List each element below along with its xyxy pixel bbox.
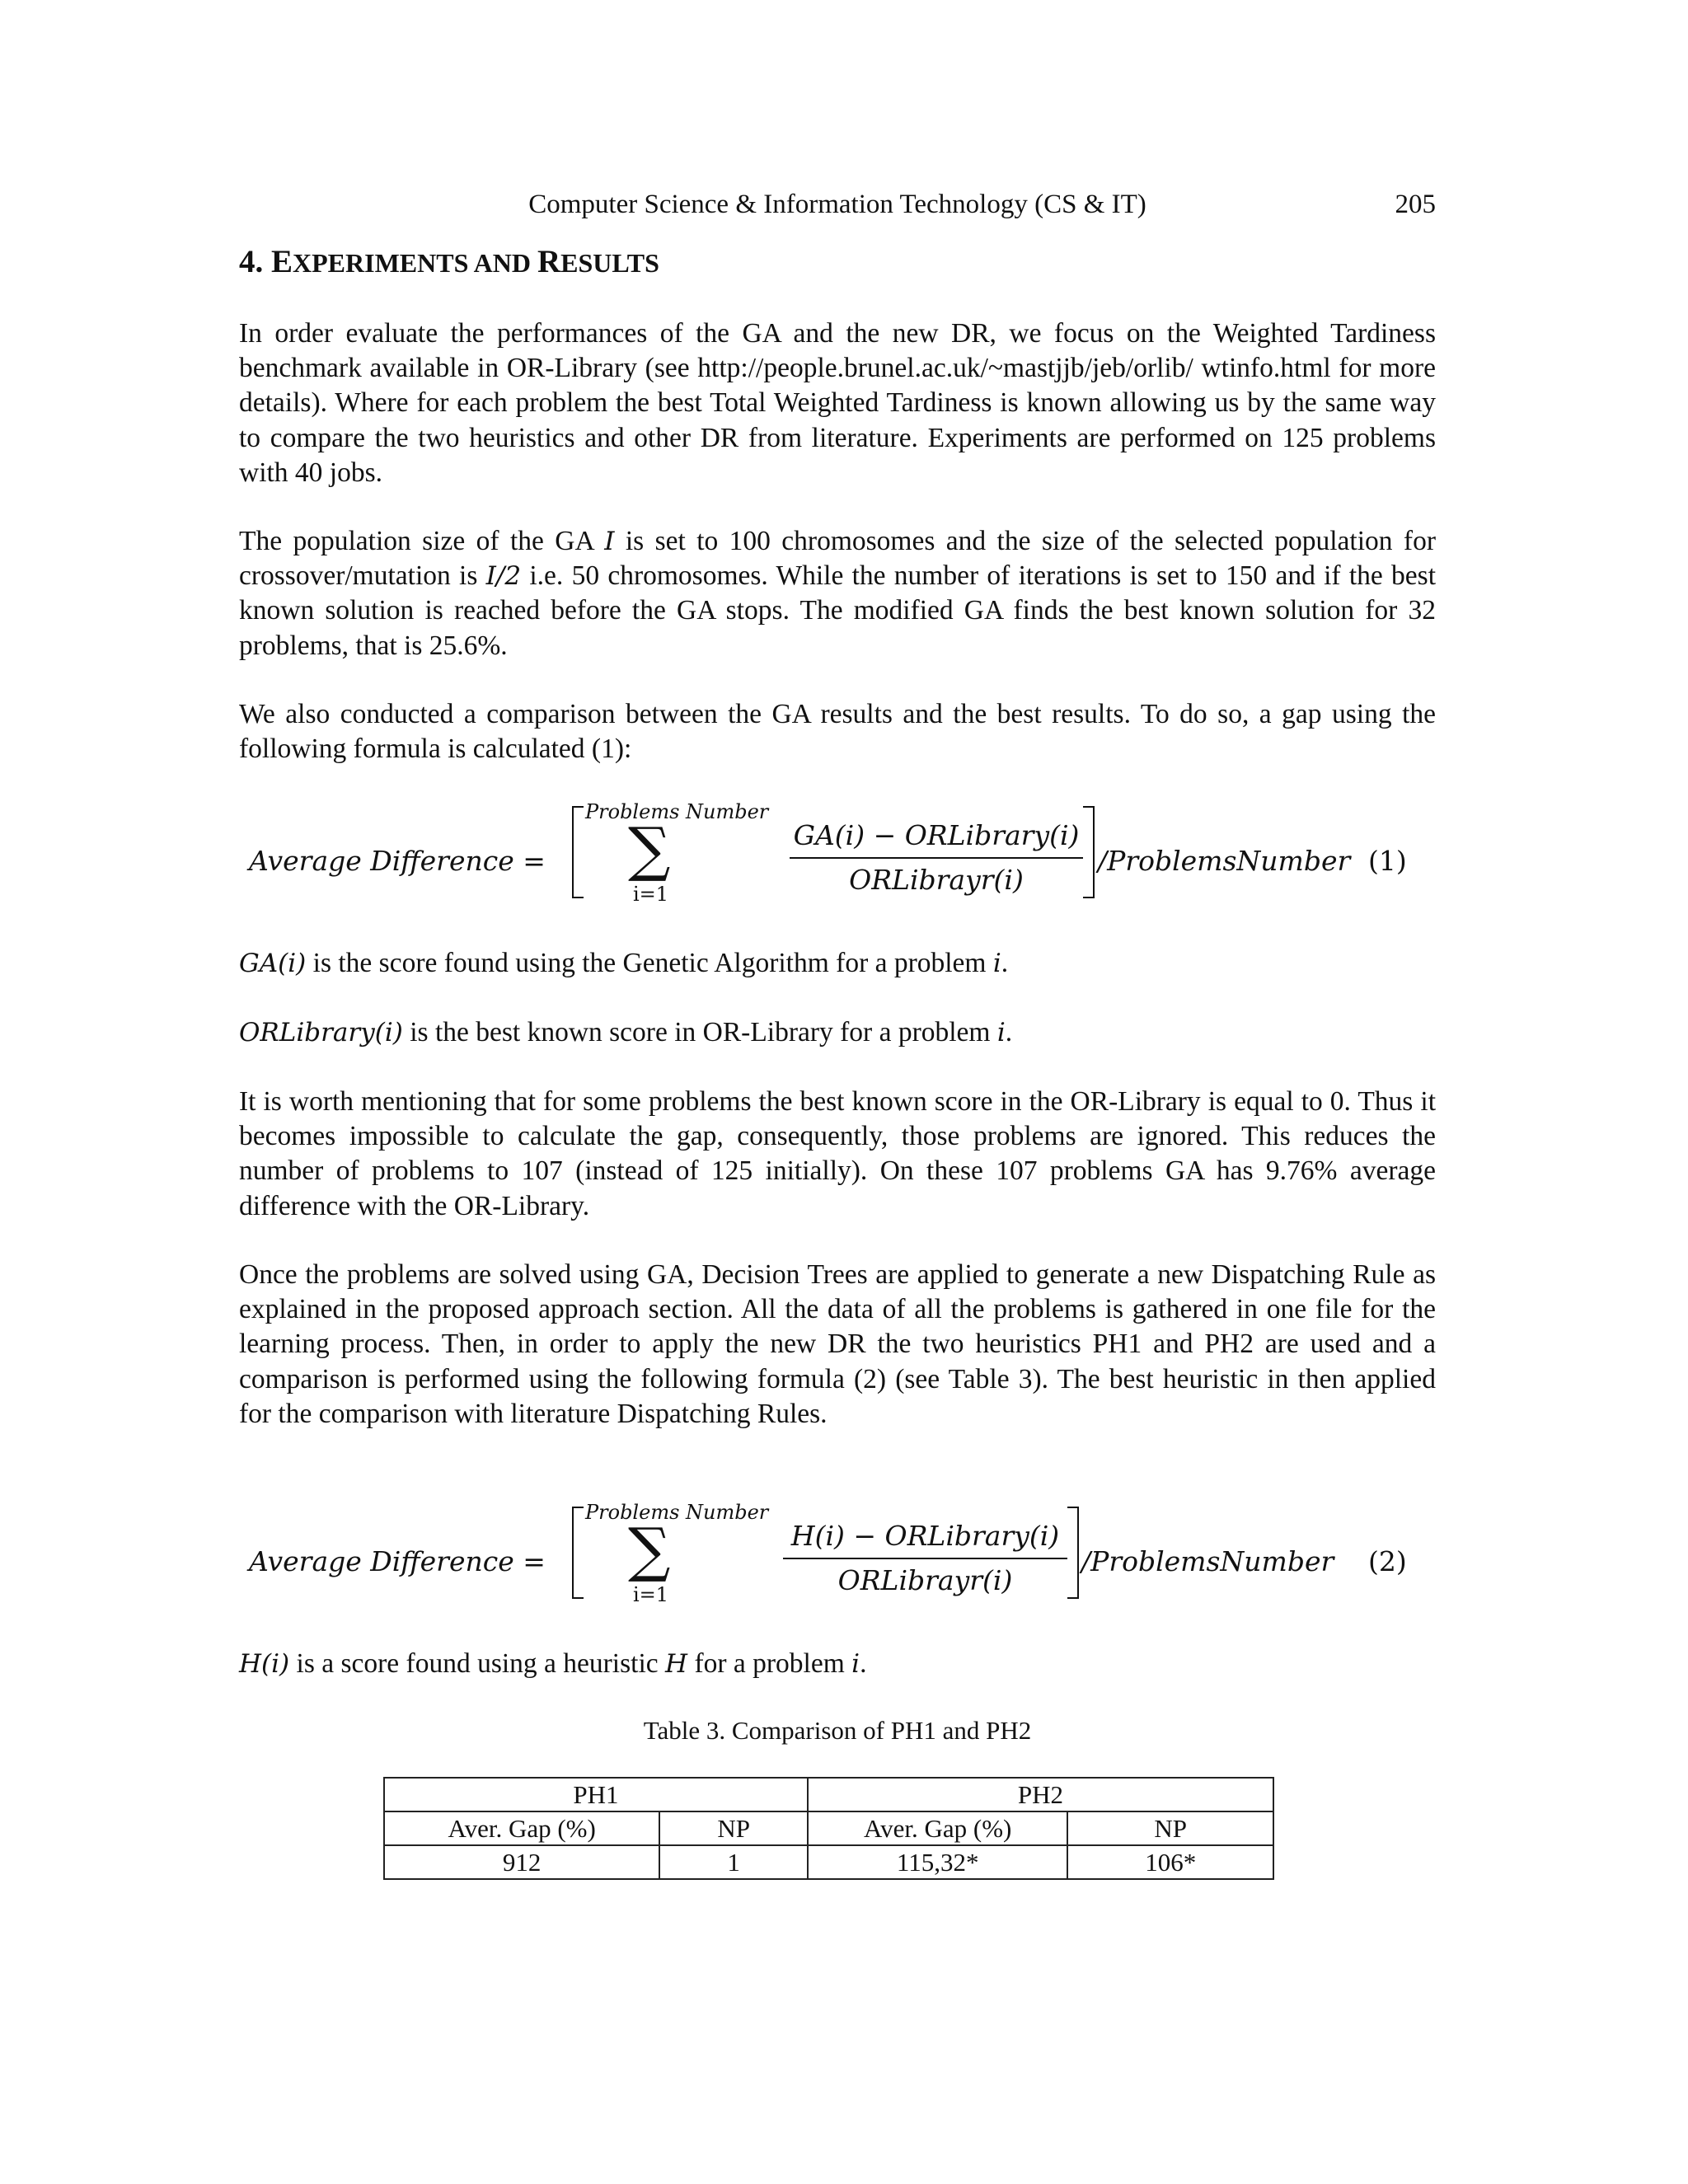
math-GA-i: GA(i) <box>239 949 307 978</box>
table-3 <box>383 1777 1274 1880</box>
definition-orlibrary <box>239 1015 1436 1050</box>
equation-2-fraction-bar <box>783 1558 1067 1559</box>
paragraph-population-text-1: The population size of the GA <box>239 526 605 556</box>
definition-heuristic-text-1: is a score found using a heuristic <box>289 1648 666 1679</box>
equation-1-sum-lower: i=1 <box>633 883 669 906</box>
equation-2 <box>239 1500 1436 1624</box>
equation-1-numerator: GA(i) − ORLibrary(i) <box>793 819 1080 851</box>
table-column-header: Aver. Gap (%) <box>808 1811 1067 1845</box>
equation-2-right-bracket <box>1067 1507 1079 1599</box>
math-H-i: H(i) <box>239 1649 290 1679</box>
definition-ga-period: . <box>1001 948 1009 978</box>
table-cell: 912 <box>384 1845 659 1879</box>
equation-2-sum-lower: i=1 <box>633 1583 669 1606</box>
definition-orlibrary-text: is the best known score in OR-Library for a problem <box>402 1017 997 1047</box>
page-number: 205 <box>1395 190 1436 219</box>
math-ORLibrary-i: ORLibrary(i) <box>239 1018 403 1047</box>
equation-1-number: (1) <box>1368 845 1407 877</box>
table-cell: 1 <box>659 1845 808 1879</box>
section-number: 4. <box>239 244 271 279</box>
paragraph-population-text-2: is set to 100 chromosomes and the size of the selected population for crossover/mutation is <box>239 526 1436 592</box>
table-column-header: NP <box>659 1811 808 1845</box>
table-column-header: NP <box>1067 1811 1273 1845</box>
paragraph-population-text-3: i.e. 50 chromosomes. While the number of iterations is set to 150 and if the best known solution is reached before the GA stops. The modified GA finds the best known solution for 32 problems, that is 25.6%. <box>239 560 1436 661</box>
table-header-group-row <box>384 1778 1273 1811</box>
table-3-caption: Table 3. Comparison of PH1 and PH2 <box>643 1716 1032 1745</box>
equation-1-lhs: Average Difference = <box>249 845 546 877</box>
equation-2-lhs: Average Difference = <box>249 1545 546 1577</box>
paragraph-decision-trees: Once the problems are solved using GA, Decision Trees are applied to generate a new Dispatching Rule as explained in the proposed approach section. All the data of all the problems is gathered in one file for the learning process. Then, in order to apply the new DR the two heuristics PH1 and PH2 are used and a comparison is performed using the following formula (2) (see Table 3). The best heuristic in then applied for the comparison with literature Dispatching Rules. <box>239 1259 1436 1429</box>
paragraph-gap-intro: We also conducted a comparison between the GA results and the best results. To do so, a gap using the following formula is calculated (1): <box>239 699 1436 765</box>
section-word-1-initial: E <box>271 244 293 279</box>
equation-1-sum-upper: Problems Number <box>585 800 769 823</box>
section-word-1-rest: XPERIMENTS <box>293 248 469 278</box>
equation-2-number: (2) <box>1368 1545 1407 1577</box>
definition-ga-text: is the score found using the Genetic Algorithm for a problem <box>306 948 993 978</box>
definition-ga <box>239 946 1436 981</box>
equation-1-sigma: ∑ <box>628 814 671 883</box>
table-column-header: Aver. Gap (%) <box>384 1811 659 1845</box>
math-var-I: I <box>604 527 615 556</box>
math-var-i: i <box>996 1018 1006 1047</box>
equation-1-right-bracket <box>1083 806 1095 898</box>
table-header-row <box>384 1811 1273 1845</box>
equation-2-numerator: H(i) − ORLibrary(i) <box>790 1520 1060 1552</box>
equation-2-sigma: ∑ <box>628 1515 671 1584</box>
section-word-2: AND <box>468 248 537 278</box>
definition-heuristic-text-2: for a problem <box>687 1648 852 1679</box>
table-group-header-ph2: PH2 <box>808 1778 1273 1811</box>
math-var-i: i <box>851 1649 860 1679</box>
math-var-i: i <box>992 949 1001 978</box>
definition-heuristic <box>239 1647 1436 1681</box>
paragraph-ignored-problems: It is worth mentioning that for some problems the best known score in the OR-Library is equal to 0. Thus it becomes impossible to calculate the gap, consequently, those problems are ignored. This reduces the number of problems to 107 (instead of 125 initially). On these 107 problems GA has 9.76% average difference with the OR-Library. <box>239 1086 1436 1221</box>
math-var-H: H <box>665 1649 688 1679</box>
equation-1-denominator: ORLibrayr(i) <box>849 864 1024 896</box>
section-word-3-rest: ESULTS <box>560 248 659 278</box>
definition-orlibrary-period: . <box>1005 1017 1013 1047</box>
equation-2-left-bracket <box>572 1507 584 1599</box>
paragraph-benchmark: In order evaluate the performances of the GA and the new DR, we focus on the Weighted Tardiness benchmark available in OR-Library (see http://people.brunel.ac.uk/~mastjjb/jeb/orlib/ wtinfo.html for more details). Where for each problem the best Total Weighted Tardiness is known allowing us by the same way to compare the two heuristics and other DR from literature. Experiments are performed on 125 problems with 40 jobs. <box>239 318 1436 488</box>
equation-2-sum-upper: Problems Number <box>585 1501 769 1524</box>
table-cell: 106* <box>1067 1845 1273 1879</box>
table-cell: 115,32* <box>808 1845 1067 1879</box>
equation-1 <box>239 799 1436 923</box>
equation-1-left-bracket <box>572 806 584 898</box>
table-row <box>384 1845 1273 1879</box>
math-I-half: I/2 <box>485 561 522 592</box>
table-group-header-ph1: PH1 <box>384 1778 808 1811</box>
equation-2-tail: /ProblemsNumber <box>1081 1545 1334 1577</box>
definition-heuristic-period: . <box>860 1648 867 1679</box>
equation-1-fraction-bar <box>790 857 1083 859</box>
equation-1-tail: /ProblemsNumber <box>1098 845 1351 877</box>
paragraph-population <box>239 524 1436 663</box>
running-header <box>239 186 1436 223</box>
section-title <box>239 241 659 284</box>
equation-2-denominator: ORLibrayr(i) <box>837 1564 1013 1596</box>
journal-title: Computer Science & Information Technology (CS & IT) <box>528 190 1146 219</box>
section-word-3-initial: R <box>537 244 561 279</box>
